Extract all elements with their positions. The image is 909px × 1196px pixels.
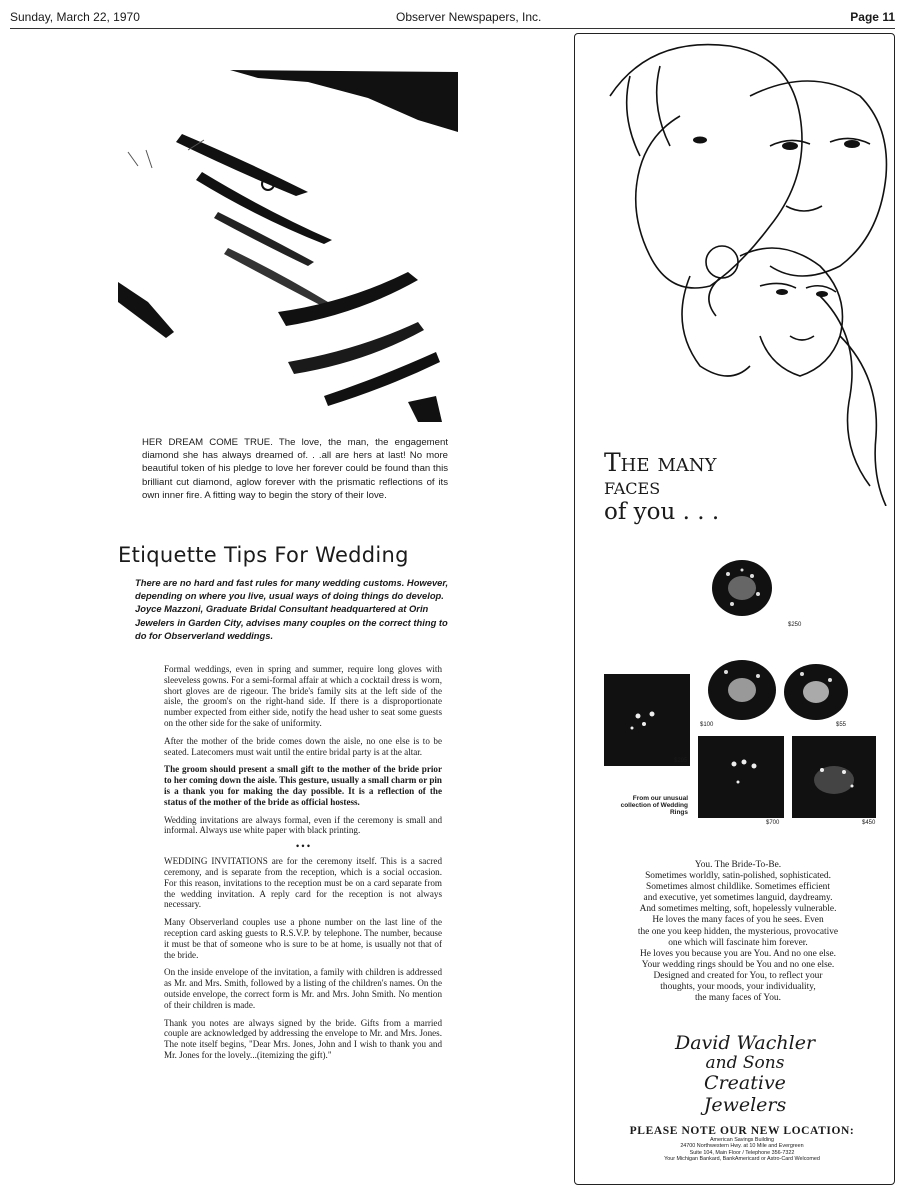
three-faces-illustration-icon bbox=[590, 36, 890, 506]
address-line: American Savings Building bbox=[709, 1137, 775, 1143]
article-paragraph: The groom should present a small gift to the mother of the bride prior to her coming down the aisle. This gesture, usually a small charm or pin is a thank you for making the day possible. It is a reflection of the status of the mother of the bride as official hostess. bbox=[164, 764, 442, 807]
price-label: $250 bbox=[788, 622, 802, 628]
ad-copy-line: He loves the many faces of you he sees. Even bbox=[652, 915, 824, 926]
tagline-line-3: of you . . . bbox=[604, 499, 720, 525]
ad-tagline bbox=[604, 450, 719, 525]
jeweler-logo bbox=[670, 1032, 820, 1116]
tagline-line-1: The many bbox=[604, 448, 717, 477]
ring-photo-icon bbox=[698, 736, 784, 818]
page-header bbox=[10, 8, 895, 29]
logo-line: Creative Jewelers bbox=[703, 1072, 787, 1116]
article-intro: There are no hard and fast rules for many wedding customs. However, depending on where you live, usual ways of doing things do develop. Joyce Mazzoni, Graduate Bridal Consultant headquartered at Orin Jewelers in Garden City, advises many couples on the correct thing to do for Observerland weddings. bbox=[135, 577, 449, 641]
ring-photo-icon bbox=[604, 674, 690, 766]
ad-copy bbox=[600, 860, 876, 1004]
hand-ring-photo-icon bbox=[118, 62, 458, 432]
ad-copy-line: thoughts, your moods, your individuality, bbox=[660, 982, 816, 993]
address-line: Suite 104, Main Floor / Telephone 356-7322 bbox=[689, 1149, 795, 1156]
article-paragraph: After the mother of the bride comes down the aisle, no one else is to be seated. Latecomers must wait until the entire bridal party is at the altar. bbox=[164, 735, 442, 757]
header-page-number: Page 11 bbox=[850, 10, 895, 24]
article-paragraph: Wedding invitations are always formal, even if the ceremony is small and informal. Always use white paper with black printing. bbox=[164, 814, 442, 836]
article-body bbox=[164, 664, 442, 1068]
header-publication: Observer Newspapers, Inc. bbox=[396, 10, 542, 24]
ad-copy-line: He loves you because you are You. And no one else. bbox=[639, 948, 837, 959]
logo-line: and Sons bbox=[705, 1053, 785, 1073]
header-date: Sunday, March 22, 1970 bbox=[10, 10, 140, 24]
ring-photo-icon bbox=[792, 736, 876, 818]
article-paragraph: Thank you notes are always signed by the bride. Gifts from a married couple are acknowledged by addressing the envelope to Mr. and Mrs. Jones. The note itself begins, "Dear Mrs. Jones, John and I wish to thank you and Mr. Jones for the lovely...(itemizing the gift)." bbox=[164, 1017, 442, 1060]
ad-copy-line: and executive, yet sometimes languid, daydreamy. bbox=[643, 893, 833, 904]
section-divider: • • • bbox=[295, 841, 311, 852]
price-label: $700 bbox=[766, 820, 780, 826]
ring-collection-label: From our unusual collection of Wedding Rings bbox=[620, 795, 688, 816]
ring-pair-photo-icon bbox=[698, 646, 858, 730]
price-label: $450 bbox=[862, 820, 876, 826]
price-label: $295 bbox=[674, 758, 688, 764]
ad-copy-line: Sometimes worldly, satin-polished, sophisticated. bbox=[645, 871, 831, 882]
article-paragraph: WEDDING INVITATIONS are for the ceremony itself. This is a sacred ceremony, and is separate from the reception, which is a social occasion. For this reason, invitations to the reception must be on a card separate from the wedding invitation. A reply card for the reception is not always necessary. bbox=[164, 856, 442, 910]
article-paragraph: Formal weddings, even in spring and summer, require long gloves with sleeveless gowns. For a semi-formal affair at which a cocktail dress is worn, short gloves are de rigeour. The bride's family sits at the left side of the aisle, the groom's on the right-hand side. If there is a disproportionate number expected from either side, notify the head usher to seat some guests on the other side for the sake of uniformity. bbox=[164, 664, 442, 728]
article-paragraph: On the inside envelope of the invitation, a family with children is addressed as Mr. and Mrs. Smith, followed by a listing of the children's names. On the outside envelope, the correct form is Mr. and Mrs. John Smith. No mention of their children is made. bbox=[164, 967, 442, 1010]
ad-copy-line: the one you keep hidden, the mysterious, provocative bbox=[637, 926, 839, 937]
ad-copy-line: You. The Bride-To-Be. bbox=[694, 860, 782, 870]
logo-line: David Wachler bbox=[674, 1032, 816, 1054]
ring-photo-icon bbox=[698, 546, 786, 626]
ad-copy-line: the many faces of You. bbox=[695, 993, 781, 1004]
location-notice bbox=[604, 1125, 880, 1163]
tagline-line-2: faces bbox=[604, 474, 661, 500]
address-line: 24700 Northwestern Hwy. at 10 Mile and Evergreen bbox=[680, 1143, 804, 1150]
article-headline: Etiquette Tips For Wedding bbox=[118, 543, 409, 567]
address-line: Your Michigan Bankard, BankAmericard or Astro-Card Welcomed bbox=[664, 1156, 820, 1163]
price-label: $100 bbox=[700, 722, 714, 728]
article-paragraph: Many Observerland couples use a phone number on the last line of the reception card asking guests to R.S.V.P. by telephone. The number, because it must be that of someone who is sure to be at home, is usually not that of the bride. bbox=[164, 917, 442, 960]
ad-copy-line: And sometimes melting, soft, hopelessly vulnerable. bbox=[639, 904, 837, 915]
ad-copy-line: one which will fascinate him forever. bbox=[668, 937, 808, 948]
photo-caption: HER DREAM COME TRUE. The love, the man, the engagement diamond she has always dreamed of. . .all are hers at last! No more beautiful token of his pledge to love her forever could be found than this brilliant cut diamond, aglow forever with the prismatic reflections of its own inner fire. A fitting way to begin the story of their love. bbox=[142, 437, 448, 501]
price-label: $55 bbox=[836, 722, 847, 728]
notice-heading: PLEASE NOTE OUR NEW LOCATION: bbox=[629, 1125, 855, 1137]
ad-copy-line: Designed and created for You, to reflect your bbox=[653, 970, 823, 981]
ad-copy-line: Your wedding rings should be You and no one else. bbox=[641, 959, 835, 970]
ad-copy-line: Sometimes almost childlike. Sometimes efficient bbox=[646, 882, 830, 893]
